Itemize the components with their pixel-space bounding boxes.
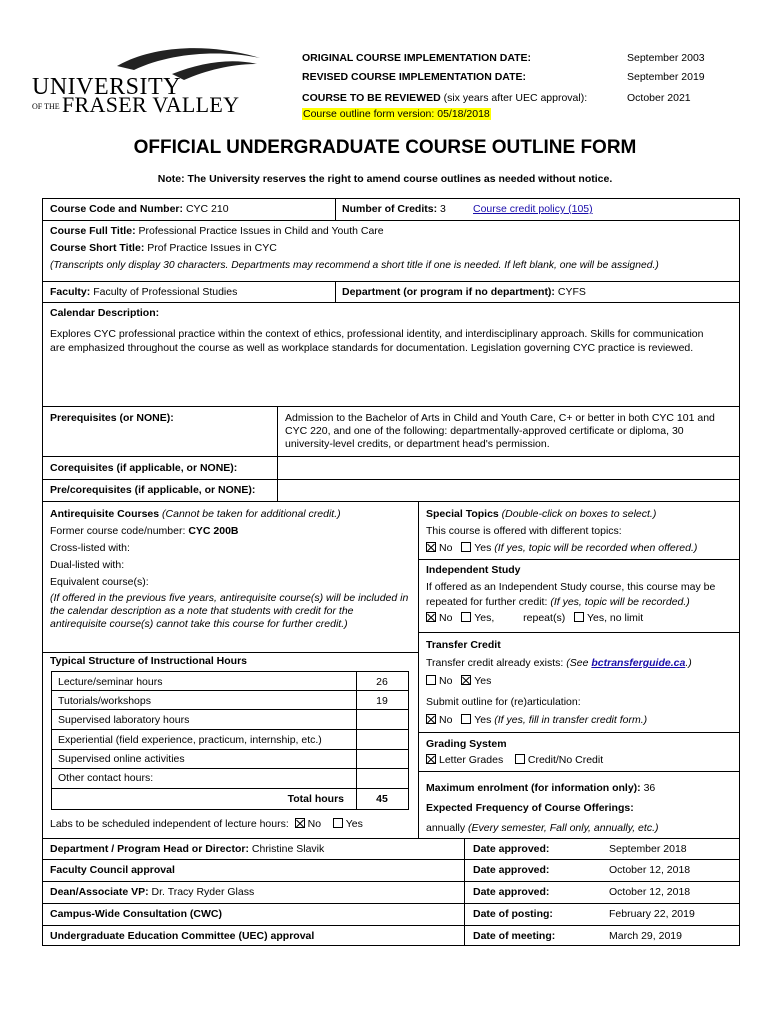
former-code-label: Former course code/number: <box>50 525 186 537</box>
hours-label: Typical Structure of Instructional Hours <box>50 655 247 667</box>
hours-row-label: Tutorials/workshops <box>58 695 151 707</box>
transfer-credit-label: Transfer Credit <box>426 639 501 651</box>
hours-row-value: 19 <box>376 695 388 707</box>
independent-study-section <box>426 563 736 626</box>
special-topics-no-label: No <box>439 542 453 554</box>
labs-yes-label: Yes <box>345 818 363 830</box>
credit-policy-link[interactable]: Course credit policy (105) <box>473 203 593 215</box>
approval-date-value: February 22, 2019 <box>609 908 695 920</box>
form-version: Course outline form version: 05/18/2018 <box>303 108 490 120</box>
antireq-section <box>50 506 412 631</box>
independent-yes-label: Yes, <box>474 612 495 624</box>
credit-no-credit-checkbox[interactable] <box>515 754 525 764</box>
labs-row <box>50 818 363 830</box>
submit-yes-note: (If yes, fill in transfer credit form.) <box>494 714 648 726</box>
review-date-row <box>302 92 587 104</box>
full-title-label: Course Full Title: <box>50 225 136 237</box>
hours-row-label: Supervised laboratory hours <box>58 714 190 726</box>
short-title-value: Prof Practice Issues in CYC <box>147 242 277 254</box>
max-enrolment-label: Maximum enrolment (for information only): <box>426 782 641 794</box>
short-title-label: Course Short Title: <box>50 242 145 254</box>
antireq-label: Antirequisite Courses <box>50 508 160 520</box>
special-topics-note: (Double-click on boxes to select.) <box>501 508 657 520</box>
special-topics-text: This course is offered with different topics: <box>426 525 622 537</box>
grading-label: Grading System <box>426 738 507 750</box>
transfer-exists-note-post: .) <box>685 657 692 669</box>
short-title-cell <box>50 242 277 254</box>
calendar-text: Explores CYC professional practice within the context of ethics, professional identity, and interdisciplinary approach. Skills for communication are emphasized throughout the course as well as workplace standards for documentation. Legislation governing CYC practice is reviewed. <box>50 328 704 354</box>
independent-no-checkbox[interactable] <box>426 612 436 622</box>
special-topics-label: Special Topics <box>426 508 499 520</box>
university-logo <box>32 44 262 124</box>
credits-label: Number of Credits: <box>342 203 438 215</box>
special-topics-no-checkbox[interactable] <box>426 542 436 552</box>
submit-yes-checkbox[interactable] <box>461 714 471 724</box>
approval-value: Christine Slavik <box>251 843 325 855</box>
coreq-label: Corequisites (if applicable, or NONE): <box>50 462 238 474</box>
faculty-cell <box>50 286 237 298</box>
cross-listed-label: Cross-listed with: <box>50 542 130 554</box>
independent-study-text: If offered as an Independent Study course, this course may be repeated for further credit: <box>426 581 716 608</box>
approval-date-value: September 2018 <box>609 843 687 855</box>
prereq-label: Prerequisites (or NONE): <box>50 412 174 424</box>
hours-total-value: 45 <box>376 793 388 805</box>
hours-row-label: Other contact hours: <box>58 772 154 784</box>
full-title-cell <box>50 225 384 237</box>
independent-study-label: Independent Study <box>426 564 521 576</box>
antireq-label-note: (Cannot be taken for additional credit.) <box>162 508 341 520</box>
approval-label: Department / Program Head or Director: <box>50 843 249 855</box>
hours-row-label: Lecture/seminar hours <box>58 676 163 688</box>
independent-nolimit-label: Yes, no limit <box>586 612 644 624</box>
transfer-exists-no-label: No <box>439 675 453 687</box>
logo-line1: UNIVERSITY <box>32 74 181 100</box>
transcript-note: (Transcripts only display 30 characters. Departments may recommend a short title if one is needed. If left blank, one will be assigned.) <box>50 260 659 271</box>
approval-label: Dean/Associate VP: <box>50 886 149 898</box>
review-date-value: October 2021 <box>627 92 691 104</box>
labs-yes-checkbox[interactable] <box>333 818 343 828</box>
department-cell <box>342 286 586 298</box>
credit-no-credit-label: Credit/No Credit <box>527 754 604 766</box>
approval-date-value: October 12, 2018 <box>609 886 691 898</box>
faculty-value: Faculty of Professional Studies <box>93 286 238 298</box>
submit-no-checkbox[interactable] <box>426 714 436 724</box>
frequency-note: (Every semester, Fall only, annually, etc.) <box>468 822 659 834</box>
transfer-exists-yes-checkbox[interactable] <box>461 675 471 685</box>
approval-date-value: October 12, 2018 <box>609 864 691 876</box>
independent-nolimit-checkbox[interactable] <box>574 612 584 622</box>
submit-no-label: No <box>439 714 453 726</box>
course-code-label: Course Code and Number: <box>50 203 184 215</box>
independent-yes-checkbox[interactable] <box>461 612 471 622</box>
logo-line2: FRASER VALLEY <box>62 92 240 117</box>
labs-no-label: No <box>307 818 322 830</box>
antireq-note: (If offered in the previous five years, antirequisite course(s) will be included in the calendar description as a note that students with credit for the antirequisite course(s) cannot take this course for further credit.) <box>50 592 409 630</box>
original-date-label: ORIGINAL COURSE IMPLEMENTATION DATE: <box>302 52 532 64</box>
max-enrolment-value: 36 <box>643 782 656 794</box>
precoreq-label: Pre/corequisites (if applicable, or NONE): <box>50 484 256 496</box>
independent-no-label: No <box>439 612 453 624</box>
full-title-value: Professional Practice Issues in Child and Youth Care <box>138 225 384 237</box>
grading-section <box>426 736 736 768</box>
approval-label: Faculty Council approval <box>50 864 175 876</box>
department-label: Department (or program if no department): <box>342 286 555 298</box>
special-topics-yes-label: Yes <box>474 542 492 554</box>
dual-listed-label: Dual-listed with: <box>50 559 125 571</box>
page-note: Note: The University reserves the right to amend course outlines as needed without notice. <box>157 173 613 185</box>
revised-date-label: REVISED COURSE IMPLEMENTATION DATE: <box>302 71 527 83</box>
submit-yes-label: Yes <box>474 714 492 726</box>
special-topics-yes-note: (If yes, topic will be recorded when offered.) <box>494 542 698 554</box>
transfer-exists-no-checkbox[interactable] <box>426 675 436 685</box>
approval-date-label: Date approved: <box>473 843 550 855</box>
hours-row-label: Supervised online activities <box>58 753 185 765</box>
calendar-label: Calendar Description: <box>50 307 160 319</box>
letter-grades-checkbox[interactable] <box>426 754 436 764</box>
submit-outline-text: Submit outline for (re)articulation: <box>426 696 581 708</box>
department-value: CYFS <box>557 286 586 298</box>
original-date-value: September 2003 <box>627 52 705 64</box>
transfer-exists-yes-label: Yes <box>474 675 492 687</box>
equivalent-label: Equivalent course(s): <box>50 576 149 588</box>
hours-row-label: Experiential (field experience, practicum, internship, etc.) <box>58 734 322 746</box>
credits-value: 3 <box>440 203 446 215</box>
transfer-exists-note-pre: (See <box>566 657 589 669</box>
prereq-value: Admission to the Bachelor of Arts in Child and Youth Care, C+ or better in both CYC 101 and CYC 220, and one of the following: departmentally-approved certificate or diploma, 30 university-level credits, or department head's permission. <box>285 412 715 450</box>
logo-of-the: OF THE <box>32 102 60 111</box>
approval-label: Undergraduate Education Committee (UEC) approval <box>50 930 315 942</box>
approval-label: Campus-Wide Consultation (CWC) <box>50 908 222 920</box>
approval-date-label: Date approved: <box>473 864 550 876</box>
revised-date-value: September 2019 <box>627 71 705 83</box>
independent-study-note: (If yes, topic will be recorded.) <box>550 596 690 608</box>
independent-repeat-label: repeat(s) <box>523 612 566 624</box>
letter-grades-label: Letter Grades <box>439 754 504 766</box>
approval-date-label: Date approved: <box>473 886 550 898</box>
course-code-cell <box>50 203 229 215</box>
approval-value: Dr. Tracy Ryder Glass <box>151 886 255 898</box>
credits-cell <box>342 203 446 215</box>
review-note: (six years after UEC approval): <box>443 92 588 104</box>
review-label: COURSE TO BE REVIEWED <box>302 92 441 104</box>
special-topics-section <box>426 506 736 557</box>
former-code-value: CYC 200B <box>188 525 239 537</box>
enrolment-section <box>426 778 736 838</box>
transfer-exists-text: Transfer credit already exists: <box>426 657 564 669</box>
page-title: OFFICIAL UNDERGRADUATE COURSE OUTLINE FORM <box>133 137 637 158</box>
hours-total-label: Total hours <box>287 793 344 805</box>
transfer-credit-section <box>426 636 736 729</box>
approval-date-value: March 29, 2019 <box>609 930 682 942</box>
hours-row-value: 26 <box>376 676 388 688</box>
faculty-label: Faculty: <box>50 286 91 298</box>
approval-date-label: Date of meeting: <box>473 930 556 942</box>
bctransferguide-link[interactable]: bctransferguide.ca <box>591 657 686 669</box>
approval-date-label: Date of posting: <box>473 908 553 920</box>
frequency-value: annually <box>426 822 466 834</box>
labs-label: Labs to be scheduled independent of lecture hours: <box>50 818 289 830</box>
frequency-label: Expected Frequency of Course Offerings: <box>426 802 634 814</box>
labs-no-checkbox[interactable] <box>295 818 305 828</box>
course-code-value: CYC 210 <box>185 203 229 215</box>
special-topics-yes-checkbox[interactable] <box>461 542 471 552</box>
